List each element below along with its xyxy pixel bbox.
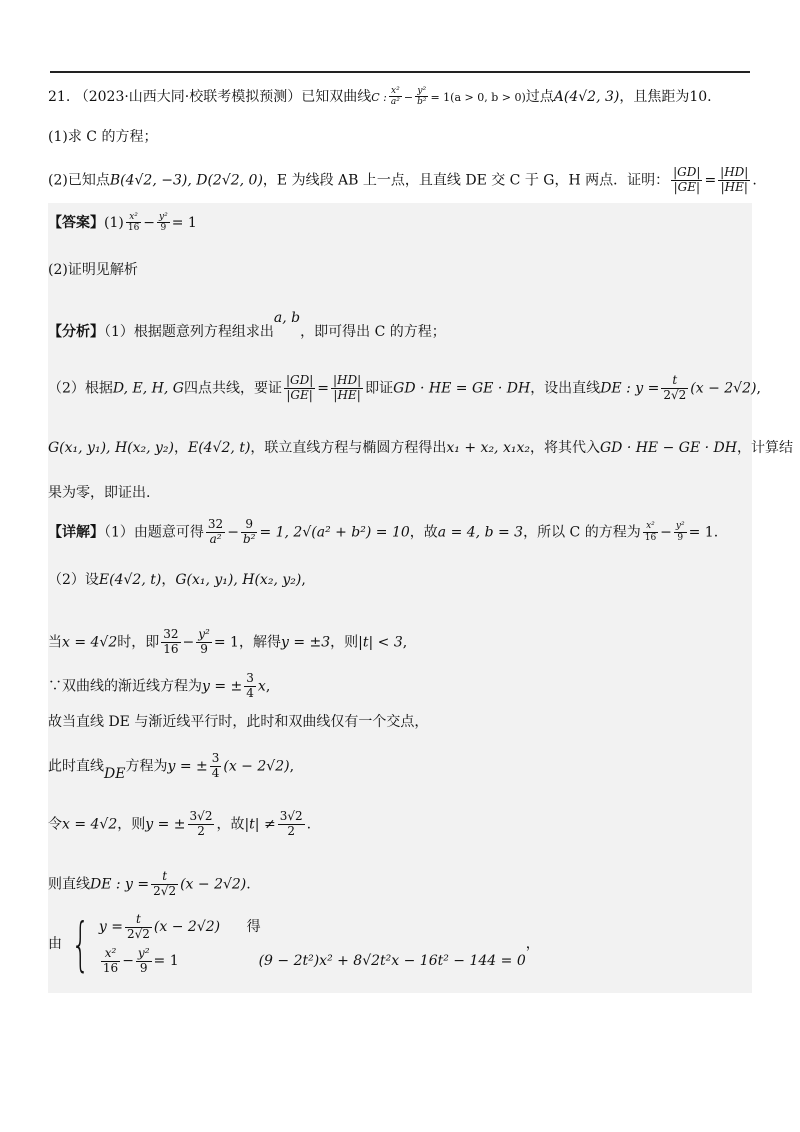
equation-system: y = $\frac{t}{2√2}$ (x − 2√2) $\frac{\text{x²}}{16}$ − $\frac{\text{y²}}{9}$ = 1: [98, 911, 221, 975]
answer-label: 【答案】: [48, 214, 104, 231]
question-2: (2)已知点B(4√2, −3), D(2√2, 0)，E 为线段 AB 上一点，且直线 DE 交 C 于 G，H 两点．证明： $\frac{|GD|}{|GE|}$ = $\frac{|HD|}{|HE|}$ .: [48, 165, 757, 194]
analysis-line-4: 果为零，即证出.: [48, 485, 151, 501]
detail-line-2: （2）设E(4√2, t)，G(x₁, y₁), H(x₂, y₂),: [48, 572, 306, 588]
analysis-label: 【分析】: [48, 324, 104, 340]
answer-line-2: (2)证明见解析: [48, 262, 138, 278]
point-a: A(4√2, 3): [553, 88, 620, 105]
question-1: (1)求 C 的方程；: [48, 129, 158, 145]
frac-gd-ge: $\frac{|GD|}{|GE|}$: [673, 165, 701, 194]
analysis-line-1: 【分析】（1）根据题意列方程组求出a, b，即可得出 C 的方程；: [48, 310, 446, 340]
quadratic-equation: (9 − 2t²)x² + 8√2t²x − 16t² − 144 = 0: [258, 953, 526, 969]
problem-line-1: 21. （2023·山西大同·校联考模拟预测）已知双曲线C : $\frac{\text{x²}}{\text{a²}}$ − $\frac{\text{y²}}{\text{b²}}$ = 1(a > 0, b > 0)过点A(4√2, 3)，且焦距为10.: [48, 86, 712, 108]
problem-source: （2023·山西大同·校联考模拟预测）: [74, 88, 302, 105]
detail-line-5: 故当直线 DE 与渐近线平行时，此时和双曲线仅有一个交点，: [48, 714, 429, 730]
system-brace: {: [71, 910, 90, 978]
problem-number: 21.: [48, 88, 71, 105]
detail-line-7: 令x = 4√2，则y = ± $\frac{3√2}{2}$ ，故|t| ≠ $\frac{3√2}{2}$ .: [48, 809, 312, 838]
analysis-line-2: （2）根据D, E, H, G四点共线，要证 $\frac{|GD|}{|GE|}$ = $\frac{|HD|}{|HE|}$ 即证GD · HE = GE · DH，设出直线DE : y = $\frac{t}{2√2}$ (x − 2√2),: [48, 373, 761, 402]
points-b-d: B(4√2, −3), D(2√2, 0): [109, 172, 263, 189]
detail-line-4: ∵双曲线的渐近线方程为y = ± $\frac{3}{4}$ x,: [48, 671, 271, 700]
detail-line-8: 则直线DE : y = $\frac{t}{2√2}$ (x − 2√2).: [48, 869, 251, 898]
detail-line-9: 由 { y = $\frac{t}{2√2}$ (x − 2√2) $\frac{\text{x²}}{16}$ − $\frac{\text{y²}}{9}$ = 1 得 (9 − 2t²)x² + 8√2t²x − 16t² − 144 = 0 ，: [48, 910, 540, 978]
detail-line-6: 此时直线DE方程为y = ± $\frac{3}{4}$ (x − 2√2),: [48, 751, 295, 783]
answer-line-1: 【答案】(1) $\frac{\text{x²}}{16}$ − $\frac{\text{y²}}{9}$ = 1: [48, 212, 197, 234]
top-rule: [50, 71, 750, 73]
detail-line-1: 【详解】（1）由题意可得 $\frac{32}{\text{a²}}$ − $\frac{9}{\text{b²}}$ = 1, 2√(a² + b²) = 10，故a = 4, b = 3，所以 C 的方程为 $\frac{\text{x²}}{16}$ − $\frac{\text{y²}}{9}$ = 1.: [48, 517, 719, 546]
detail-line-3: 当x = 4√2时，即 $\frac{32}{16}$ − $\frac{\text{y²}}{9}$ = 1，解得y = ±3，则|t| < 3,: [48, 627, 408, 656]
frac-y2-b2: $\frac{\text{y²}}{\text{b²}}$: [417, 86, 427, 108]
frac-hd-he: $\frac{|HD|}{|HE|}$: [720, 165, 749, 194]
frac-x2-a2: $\frac{\text{x²}}{\text{a²}}$: [390, 86, 400, 108]
analysis-line-3: G(x₁, y₁), H(x₂, y₂)，E(4√2, t)，联立直线方程与椭圆方程得出x₁ + x₂, x₁x₂，将其代入GD · HE − GE · DH，计算结: [48, 440, 793, 456]
detail-label: 【详解】: [48, 524, 104, 541]
